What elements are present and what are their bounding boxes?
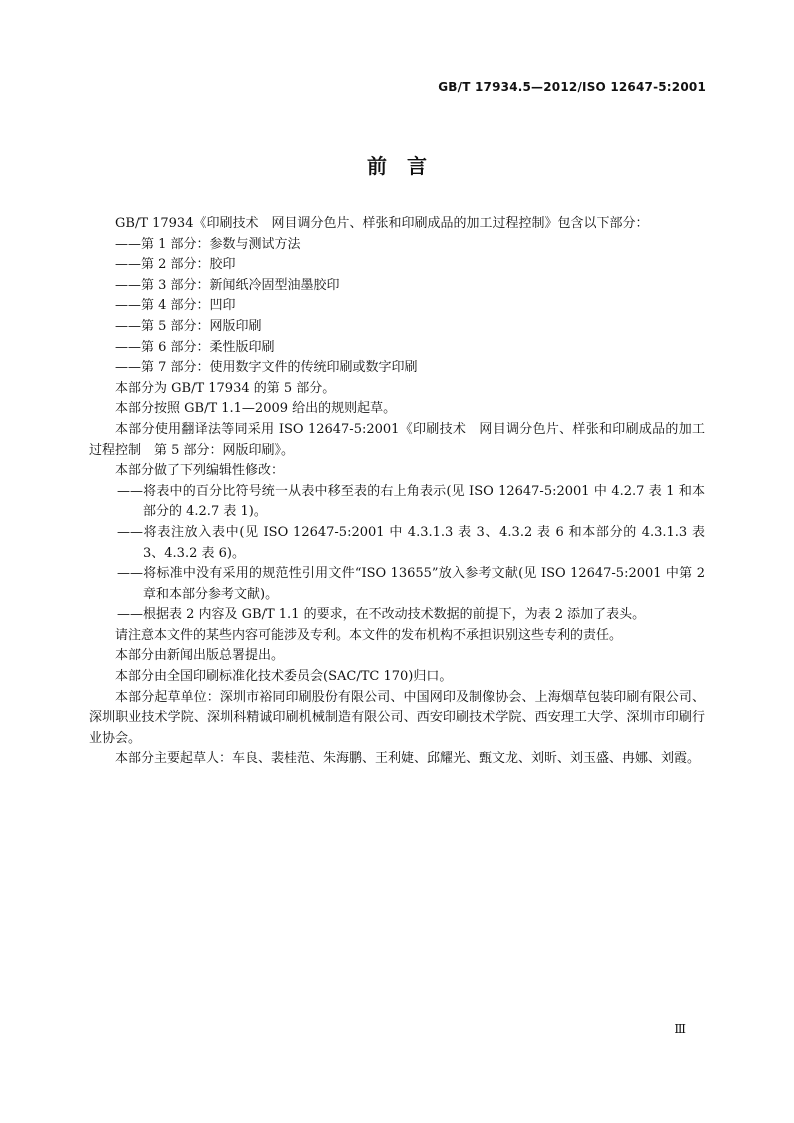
page-number: Ⅲ [674, 1022, 686, 1036]
translation-paragraph: 本部分使用翻译法等同采用 ISO 12647-5:2001《印刷技术 网目调分色片、样张和印刷成品的加工过程控制 第 5 部分：网版印刷》。 [89, 421, 705, 458]
part-list-item: ——第 5 部分：网版印刷 [115, 318, 262, 334]
page-title: 前 言 [367, 154, 427, 178]
part-list-item: ——第 4 部分：凹印 [115, 298, 236, 314]
edit-list-item: ——将标准中没有采用的规范性引用文件“ISO 13655”放入参考文献(见 ISO 12647-5:2001 中第 2 章和本部分参考文献)。 [117, 566, 705, 602]
technical-committee-paragraph: 本部分由全国印刷标准化技术委员会(SAC/TC 170)归口。 [115, 669, 453, 685]
part-list-item: ——第 3 部分：新闻纸冷固型油墨胶印 [115, 277, 340, 293]
part-list-item: ——第 1 部分：参数与测试方法 [115, 236, 301, 252]
part-list-item: ——第 6 部分：柔性版印刷 [115, 339, 275, 355]
part-list-item: ——第 2 部分：胶印 [115, 257, 236, 273]
patent-paragraph: 请注意本文件的某些内容可能涉及专利。本文件的发布机构不承担识别这些专利的责任。 [115, 627, 623, 643]
intro-paragraph: GB/T 17934《印刷技术 网目调分色片、样张和印刷成品的加工过程控制》包含以下部分： [115, 216, 649, 231]
rules-paragraph: 本部分按照 GB/T 1.1—2009 给出的规则起草。 [115, 401, 397, 417]
drafting-units-paragraph: 本部分起草单位：深圳市裕同印刷股份有限公司、中国网印及制像协会、上海烟草包装印刷有限公司、深圳职业技术学院、深圳科精诚印刷机械制造有限公司、西安印刷技术学院、西安理工大学、深圳市印刷行业协会。 [89, 689, 705, 746]
standard-code-header: GB/T 17934.5—2012/ISO 12647-5:2001 [438, 80, 706, 94]
part-list-item: ——第 7 部分：使用数字文件的传统印刷或数字印刷 [115, 360, 418, 376]
part-of-paragraph: 本部分为 GB/T 17934 的第 5 部分。 [115, 380, 336, 396]
proposer-paragraph: 本部分由新闻出版总署提出。 [115, 648, 285, 664]
edit-list-item: ——将表注放入表中(见 ISO 12647-5:2001 中 4.3.1.3 表 3、4.3.2 表 6 和本部分的 4.3.1.3 表 3、4.3.2 表 6)。 [117, 524, 705, 561]
foreword-body [89, 214, 705, 770]
edit-list-item: ——将表中的百分比符号统一从表中移至表的右上角表示(见 ISO 12647-5:2001 中 4.2.7 表 1 和本部分的 4.2.7 表 1)。 [117, 483, 705, 520]
edits-intro-paragraph: 本部分做了下列编辑性修改： [115, 463, 285, 479]
edit-list-item: ——根据表 2 内容及 GB/T 1.1 的要求，在不改动技术数据的前提下，为表 2 添加了表头。 [117, 607, 646, 623]
drafters-paragraph: 本部分主要起草人：车良、裴桂范、朱海鹏、王利婕、邱耀光、甄文龙、刘昕、刘玉盛、冉娜、刘霞。 [115, 751, 701, 767]
